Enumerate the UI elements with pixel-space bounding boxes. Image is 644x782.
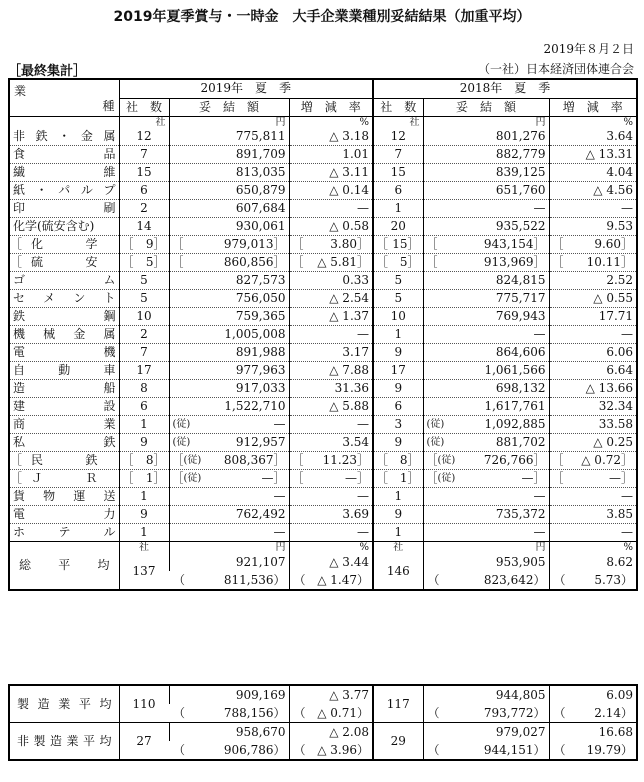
table-row: [9, 416, 637, 434]
unit-label: %: [289, 542, 373, 554]
table-row: [9, 236, 637, 254]
industry-name: 建設: [9, 398, 119, 416]
rate-2019: △ 3.18: [289, 128, 373, 146]
amount-2018: 801,276: [423, 128, 549, 146]
amount-2018: —: [423, 488, 549, 506]
amount-2018: 1,617,761: [423, 398, 549, 416]
amount-2018-prev: （ 823,642）: [423, 571, 549, 590]
rate-2018: 9.53: [549, 218, 637, 236]
amount-2018: 944,805: [423, 685, 549, 704]
rate-2019: ［ △ 5.81］: [289, 254, 373, 272]
amount-2018: 953,905: [423, 553, 549, 571]
sector-average-table: [8, 684, 638, 761]
amount-2019: ［ (従) 808,367］: [169, 452, 289, 470]
amount-2019: 775,811: [169, 128, 289, 146]
table-row: [9, 308, 637, 326]
rate-2019: 1.01: [289, 146, 373, 164]
rate-2018: 6.64: [549, 362, 637, 380]
amount-2019: (従) 912,957: [169, 434, 289, 452]
amount-2019-prev: （ 788,156）: [169, 704, 289, 723]
industry-name: 化学(硫安含む): [9, 218, 119, 236]
company-count-2019: 10: [119, 308, 169, 326]
company-count-2019: 15: [119, 164, 169, 182]
amount-2018: 935,522: [423, 218, 549, 236]
rate-2019: △ 0.14: [289, 182, 373, 200]
rate-2018: △ 0.55: [549, 290, 637, 308]
company-count-2018: 7: [373, 146, 423, 164]
amount-2019: 762,492: [169, 506, 289, 524]
amount-2018: 651,760: [423, 182, 549, 200]
company-count-2018: 29: [373, 723, 423, 761]
rate-2018: △ 4.56: [549, 182, 637, 200]
amount-2019: 756,050: [169, 290, 289, 308]
amount-2019: 909,169: [169, 685, 289, 704]
industry-name: 自動車: [9, 362, 119, 380]
rate-2019: 31.36: [289, 380, 373, 398]
rate-2018: 3.64: [549, 128, 637, 146]
rate-2019: ［ 3.80］: [289, 236, 373, 254]
company-count-2019: 9: [119, 434, 169, 452]
company-count-2018: 1: [373, 488, 423, 506]
industry-name: 繊維: [9, 164, 119, 182]
company-count-2018: 20: [373, 218, 423, 236]
header-row-years: [9, 79, 637, 98]
company-count-2019: 5: [119, 272, 169, 290]
rate-header-2019: 増 減 率: [289, 98, 373, 117]
amount-2018: 824,815: [423, 272, 549, 290]
unit-label: 円: [169, 542, 289, 554]
company-count-2019: ［ 9］: [119, 236, 169, 254]
rate-2018: 4.04: [549, 164, 637, 182]
unit-row: [9, 542, 637, 554]
unit-rate: %: [289, 117, 373, 129]
company-count-2019: 17: [119, 362, 169, 380]
rate-2018: 33.58: [549, 416, 637, 434]
company-count-2019: 1: [119, 524, 169, 542]
rate-2018: ［ —］: [549, 470, 637, 488]
amount-2019: —: [169, 488, 289, 506]
company-count-2018: 6: [373, 398, 423, 416]
amount-2018: ［ 943,154］: [423, 236, 549, 254]
company-count-2019: 6: [119, 182, 169, 200]
company-count-2019: 2: [119, 200, 169, 218]
amount-2018: 864,606: [423, 344, 549, 362]
industry-name: 商業: [9, 416, 119, 434]
amount-2018: 979,027: [423, 723, 549, 742]
company-count-2019: 8: [119, 380, 169, 398]
company-count-2019: 5: [119, 290, 169, 308]
rate-2019: 0.33: [289, 272, 373, 290]
amount-2018: ［ (従) —］: [423, 470, 549, 488]
industry-header: 業 種: [9, 79, 119, 117]
rate-2018: △ 0.25: [549, 434, 637, 452]
unit-label: 社: [119, 542, 169, 554]
industry-name: 印刷: [9, 200, 119, 218]
amount-2019: 1,005,008: [169, 326, 289, 344]
rate-2018: 17.71: [549, 308, 637, 326]
company-count-2019: 9: [119, 506, 169, 524]
table-row: [9, 182, 637, 200]
unit-companies: 社: [119, 117, 169, 129]
final-tally-label: ［最終集計］: [8, 64, 87, 79]
amount-2019: (従) —: [169, 416, 289, 434]
company-count-2018: 5: [373, 290, 423, 308]
industry-name: 製造業平均: [9, 685, 119, 723]
company-count-2018: 117: [373, 685, 423, 723]
company-count-2019: 137: [132, 564, 156, 578]
rate-2018: 3.85: [549, 506, 637, 524]
amount-2019: ［ 860,856］: [169, 254, 289, 272]
company-count-2018: 15: [373, 164, 423, 182]
company-count-2018: ［ 1］: [373, 470, 423, 488]
amount-2019: 891,988: [169, 344, 289, 362]
company-count-2018: ［ 15］: [373, 236, 423, 254]
amount-2019-prev: （ 906,786）: [173, 743, 286, 757]
industry-name: 非鉄・金属: [9, 128, 119, 146]
unit-amount: 円: [169, 117, 289, 129]
rate-2019: ［ 11.23］: [289, 452, 373, 470]
amount-2019: ［ 979,013］: [169, 236, 289, 254]
publisher-label: （一社）日本経済団体連合会: [477, 62, 634, 76]
unit-label: 社: [373, 542, 423, 554]
industry-name: ［ 硫安: [9, 254, 119, 272]
industry-name: 電力: [9, 506, 119, 524]
company-count-2018: 9: [373, 434, 423, 452]
company-count-2019: 7: [119, 146, 169, 164]
industry-name: 電機: [9, 344, 119, 362]
rate-2019: —: [289, 488, 373, 506]
rate-2018: ［ △ 0.72］: [549, 452, 637, 470]
industry-name: 機械金属: [9, 326, 119, 344]
unit-label: 円: [423, 542, 549, 554]
company-count-2019: 110: [119, 685, 169, 723]
industry-name: ［ ＪＲ: [9, 470, 119, 488]
sector-average-row: [9, 723, 637, 742]
amount-2019: 917,033: [169, 380, 289, 398]
rate-2018: 32.34: [549, 398, 637, 416]
rate-2018: —: [549, 326, 637, 344]
unit-companies: 社: [373, 117, 423, 129]
amount-header-2019: 妥 結 額: [169, 98, 289, 117]
company-count-2018: ［ 8］: [373, 452, 423, 470]
rate-2019: △ 2.08: [289, 723, 373, 742]
year-2018-header: 2018年 夏 季: [373, 79, 637, 98]
company-count-2018: 12: [373, 128, 423, 146]
amount-2018-prev: （ 793,772）: [423, 704, 549, 723]
sector-average-row: [9, 685, 637, 704]
rate-2019: ［ —］: [289, 470, 373, 488]
amount-2018: 839,125: [423, 164, 549, 182]
amount-2018: 735,372: [423, 506, 549, 524]
table-row: [9, 128, 637, 146]
company-count-2019: 6: [119, 398, 169, 416]
industry-name: セメント: [9, 290, 119, 308]
rate-2018-prev: （ 19.79）: [549, 741, 637, 760]
rate-2018: 8.62: [549, 553, 637, 571]
amount-2019-prev: （ 811,536）: [173, 573, 286, 587]
table-row: [9, 362, 637, 380]
industry-name: 貨物運送: [9, 488, 119, 506]
rate-2019: △ 3.44: [289, 553, 373, 571]
company-count-2018: 1: [373, 524, 423, 542]
industry-name: 鉄鋼: [9, 308, 119, 326]
amount-2018: (従) 881,702: [423, 434, 549, 452]
rate-2018-prev: （ 2.14）: [549, 704, 637, 723]
amount-2019: 1,522,710: [169, 398, 289, 416]
table-row: [9, 506, 637, 524]
amount-2019: 607,684: [169, 200, 289, 218]
company-count-2019: 14: [119, 218, 169, 236]
amount-2019: 827,573: [169, 272, 289, 290]
amount-2019: 921,107: [169, 553, 289, 571]
rate-2019: △ 2.54: [289, 290, 373, 308]
table-row: [9, 398, 637, 416]
company-count-2019: 27: [119, 723, 169, 761]
report-date: 2019年８月２日: [543, 42, 634, 56]
rate-header-2018: 増 減 率: [549, 98, 637, 117]
table-row: [9, 200, 637, 218]
amount-2019: 813,035: [169, 164, 289, 182]
company-count-2018: 1: [373, 326, 423, 344]
table-row: [9, 254, 637, 272]
rate-2018: —: [549, 524, 637, 542]
company-count-2019: 1: [119, 488, 169, 506]
rate-2018: 2.52: [549, 272, 637, 290]
industry-name: 造船: [9, 380, 119, 398]
amount-2019: 759,365: [169, 308, 289, 326]
company-count-2019: ［ 1］: [119, 470, 169, 488]
industry-name: 総 平 均: [9, 542, 119, 591]
company-count-2018: 6: [373, 182, 423, 200]
table-row: [9, 380, 637, 398]
industry-name: 非製造業平均: [9, 723, 119, 761]
year-2019-header: 2019年 夏 季: [119, 79, 373, 98]
amount-2019: 958,670: [169, 723, 289, 742]
rate-2018: 16.68: [549, 723, 637, 742]
industry-name: ゴム: [9, 272, 119, 290]
amount-2018: 882,779: [423, 146, 549, 164]
rate-2019-prev: （ △ 3.96）: [289, 741, 373, 760]
company-count-2018: ［ 5］: [373, 254, 423, 272]
table-row: [9, 272, 637, 290]
unit-amount: 円: [423, 117, 549, 129]
rate-2019: △ 3.11: [289, 164, 373, 182]
table-row: [9, 452, 637, 470]
table-row: [9, 146, 637, 164]
amount-2018: 698,132: [423, 380, 549, 398]
company-count-2018: 9: [373, 506, 423, 524]
table-row: [9, 470, 637, 488]
rate-2019: —: [289, 200, 373, 218]
company-count-2018: 1: [373, 200, 423, 218]
table-row: [9, 164, 637, 182]
table-row: [9, 344, 637, 362]
company-count-2018: 17: [373, 362, 423, 380]
table-row: [9, 524, 637, 542]
rate-2018: —: [549, 200, 637, 218]
industry-name: 紙・パルプ: [9, 182, 119, 200]
rate-2018: 6.09: [549, 685, 637, 704]
rate-2019: △ 0.58: [289, 218, 373, 236]
rate-2019: 3.17: [289, 344, 373, 362]
amount-2019: —: [169, 524, 289, 542]
amount-2019: 930,061: [169, 218, 289, 236]
rate-2019-prev: （ △ 0.71）: [289, 704, 373, 723]
rate-2018: △ 13.31: [549, 146, 637, 164]
rate-2018: ［ 9.60］: [549, 236, 637, 254]
amount-2019: 650,879: [169, 182, 289, 200]
amount-2018: ［ 913,969］: [423, 254, 549, 272]
rate-2018: ［ 10.11］: [549, 254, 637, 272]
amount-header-2018: 妥 結 額: [423, 98, 549, 117]
industry-name: 食品: [9, 146, 119, 164]
rate-2019-prev: （ △ 1.47）: [289, 571, 373, 590]
company-count-2019: 7: [119, 344, 169, 362]
amount-2019: 891,709: [169, 146, 289, 164]
unit-label: %: [549, 542, 637, 554]
amount-2019: ［ (従) —］: [169, 470, 289, 488]
rate-2019: △ 3.77: [289, 685, 373, 704]
rate-2018: —: [549, 488, 637, 506]
unit-rate: %: [549, 117, 637, 129]
company-count-2018: 5: [373, 272, 423, 290]
industry-name: ホテル: [9, 524, 119, 542]
amount-2018: 775,717: [423, 290, 549, 308]
rate-2019: △ 7.88: [289, 362, 373, 380]
rate-2019: —: [289, 326, 373, 344]
amount-2018: 1,061,566: [423, 362, 549, 380]
amount-2019: 977,963: [169, 362, 289, 380]
industry-name: 私鉄: [9, 434, 119, 452]
amount-2018: ［ (従) 726,766］: [423, 452, 549, 470]
company-count-2019: 2: [119, 326, 169, 344]
rate-2019: 3.54: [289, 434, 373, 452]
bonus-table: [8, 78, 638, 591]
companies-header-2019: 社 数: [119, 98, 169, 117]
rate-2019: —: [289, 416, 373, 434]
companies-header-2018: 社 数: [373, 98, 423, 117]
company-count-2018: 10: [373, 308, 423, 326]
industry-name: ［ 化学: [9, 236, 119, 254]
amount-2018: 769,943: [423, 308, 549, 326]
amount-2018: —: [423, 200, 549, 218]
company-count-2018: 146: [373, 553, 423, 590]
company-count-2018: 9: [373, 344, 423, 362]
rate-2019: △ 1.37: [289, 308, 373, 326]
amount-2018: —: [423, 524, 549, 542]
rate-2019: 3.69: [289, 506, 373, 524]
company-count-2019: 1: [119, 416, 169, 434]
rate-2019: △ 5.88: [289, 398, 373, 416]
amount-2018: —: [423, 326, 549, 344]
amount-2018-prev: （ 944,151）: [423, 741, 549, 760]
table-row: [9, 488, 637, 506]
table-row: [9, 290, 637, 308]
table-row: [9, 434, 637, 452]
unit-row: [9, 117, 637, 129]
rate-2019: —: [289, 524, 373, 542]
table-row: [9, 218, 637, 236]
company-count-2019: 12: [119, 128, 169, 146]
amount-2018: (従) 1,092,885: [423, 416, 549, 434]
rate-2018-prev: （ 5.73）: [549, 571, 637, 590]
company-count-2018: 3: [373, 416, 423, 434]
company-count-2018: 9: [373, 380, 423, 398]
rate-2018: 6.06: [549, 344, 637, 362]
page-title: 2019年夏季賞与・一時金 大手企業業種別妥結結果（加重平均）: [113, 9, 531, 25]
company-count-2019: ［ 8］: [119, 452, 169, 470]
rate-2018: △ 13.66: [549, 380, 637, 398]
industry-name: ［ 民鉄: [9, 452, 119, 470]
company-count-2019: ［ 5］: [119, 254, 169, 272]
table-row: [9, 326, 637, 344]
